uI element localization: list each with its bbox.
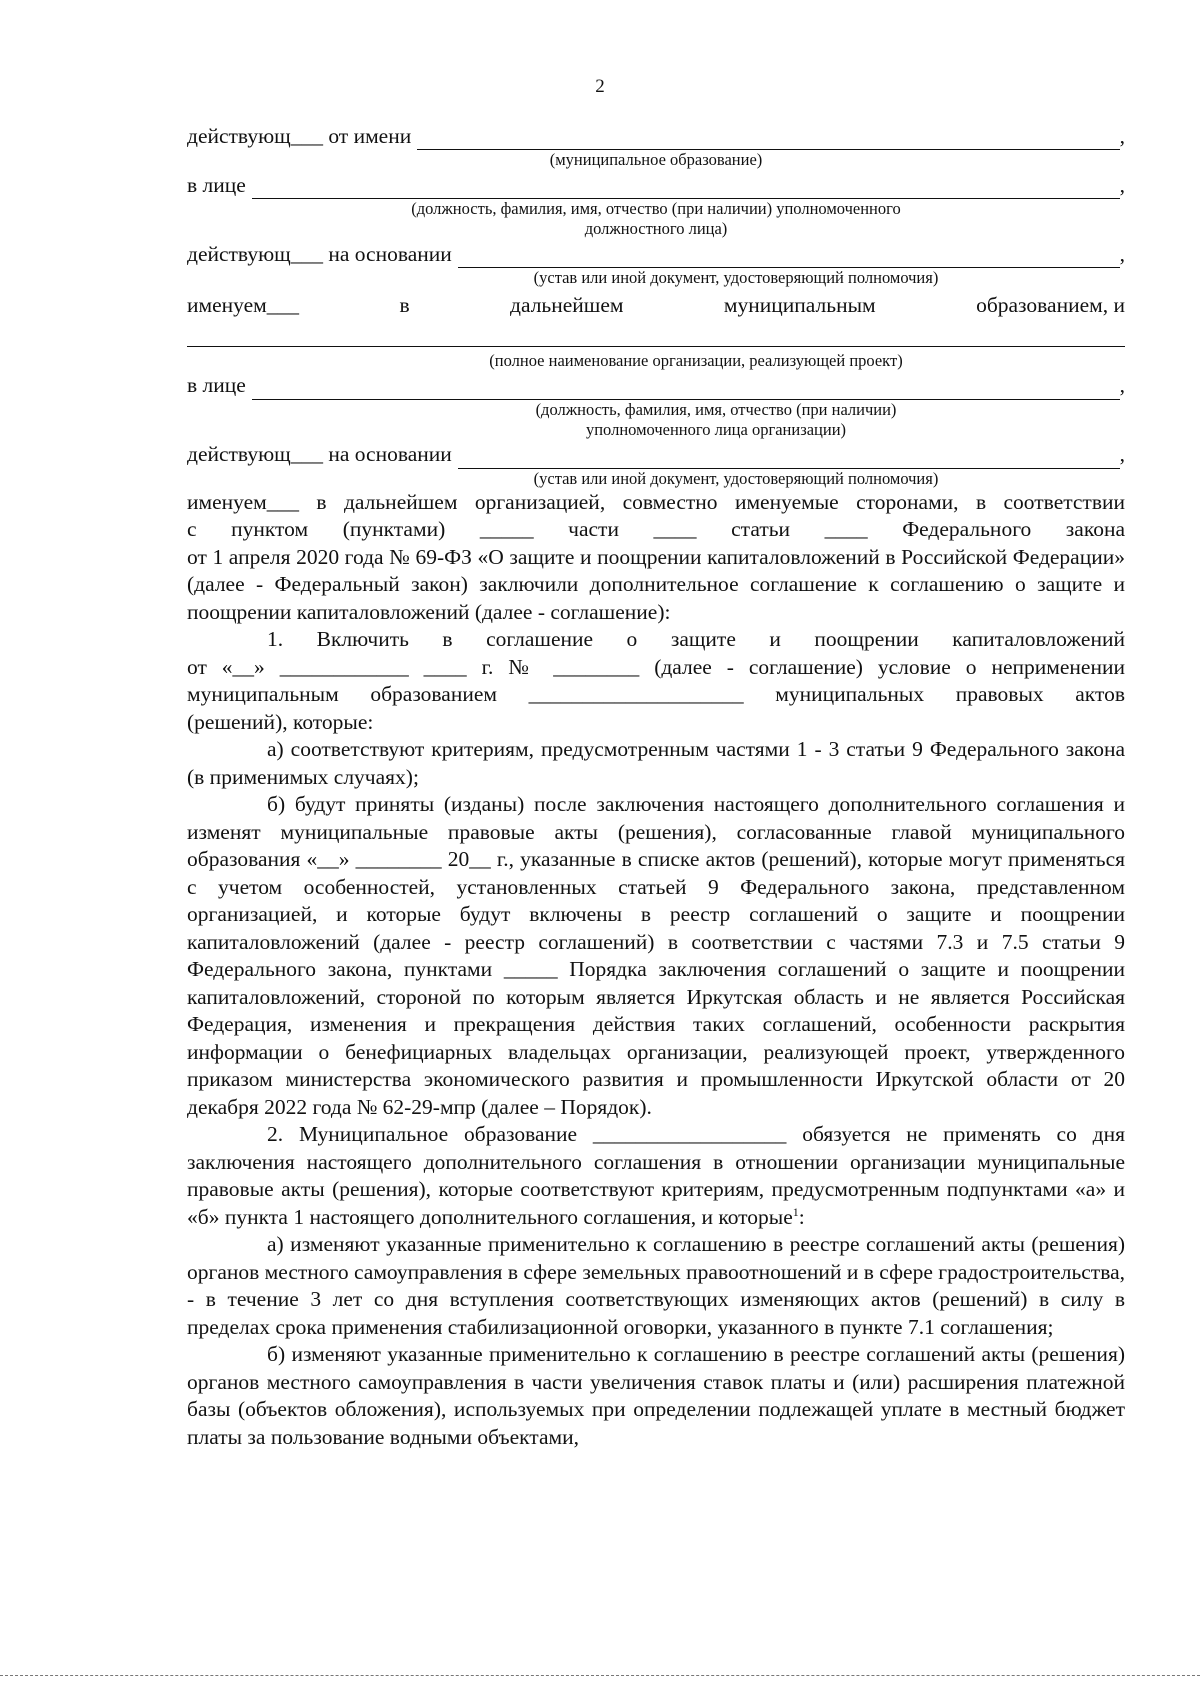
in-person-line: в лице , [187,170,1125,199]
org-official-caption-line-1: (должность, фамилия, имя, отчество (при наличии) [535,399,897,419]
clause2-paragraph [187,1121,1125,1231]
organization-caption: (полное наименование организации, реализующей проект) [489,350,903,370]
document-body [187,121,1125,1451]
named-word-3: дальнейшем [510,293,624,317]
org-in-person-label: в лице [187,373,246,397]
clause1-line-3: муниципальным образованием ____________________ муниципальных правовых актов [187,682,1125,706]
clause1-line-2: от «__» ____________ ____ г. № ________ (далее - соглашение) условие о неприменении [187,654,1125,679]
named-word-2: в [399,293,410,317]
clause1-subitem-b: б) будут приняты (изданы) после заключения настоящего дополнительного соглашения и изменят муниципальные правовые акты (решения), согласованные главой муниципального образования «__» ________ 20__ г., указанные в списке актов (решений), которые могут применяться с учетом особенностей, установленных статьей 9 Федерального закона, представленном организацией, и которые будут включены в реестр соглашений о защите и поощрении капиталовложений (далее - реестр соглашений) в соответствии с частями 7.3 и 7.5 статьи 9 Федерального закона, пунктами _____ Порядка заключения соглашений о защите и поощрении капиталовложений, стороной по которым является Иркутская область и не является Российская Федерация, изменения и прекращения действия таких соглашений, особенности раскрытия информации о бенефициарных владельцах организации, реализующей проект, утвержденного приказом министерства экономического развития и промышленности Иркутской области от 20 декабря 2022 года № 62-29-мпр (далее – Порядок). [187,792,1125,1119]
org-acting-basis-line: действующ___ на основании , [187,440,1125,469]
acting-from-label: действующ___ от имени [187,123,412,148]
clause1-subitem-a: а) соответствуют критериям, предусмотренным частями 1 - 3 статьи 9 Федерального закона (в применимых случаях); [187,737,1125,789]
acting-basis-label: действующ___ на основании [187,241,452,266]
org-official-caption [187,400,1125,440]
organization-blank [187,320,1125,347]
official-blank [252,178,1120,199]
official-caption-line-1: (должность, фамилия, имя, отчество (при наличии) уполномоченного [411,199,901,218]
official-caption-line-2: должностного лица) [584,219,728,238]
acting-basis-line: действующ___ на основании , [187,239,1125,268]
named-word-4: муниципальным [723,293,876,317]
official-caption [187,199,1125,239]
org-charter-caption: (устав или иной документ, удостоверяющий полномочия) [533,468,939,488]
named-word-1: именуем___ [187,293,300,317]
clause2-colon: : [798,1204,805,1229]
clause2-subitem-a: а) изменяют указанные применительно к соглашению в реестре соглашений акты (решения) органов местного самоуправления в сфере земельных правоотношений и в сфере градостроительства, - в течение 3 лет со дня вступления соответствующих изменяющих актов (решений) в силу в пределах срока применения стабилизационной оговорки, указанного в пункте 7.1 соглашения; [187,1232,1125,1339]
clause2-text: 2. Муниципальное образование __________________ обязуется не применять со дня заключения настоящего дополнительного соглашения в отношении организации муниципальные правовые акты (решения), которые соответствуют критериям, предусмотренным подпунктами «а» и «б» пункта 1 настоящего дополнительного соглашения, и которые [187,1122,1125,1229]
intro-paragraph: от 1 апреля 2020 года № 69-ФЗ «О защите и поощрении капиталовложений в Российской Федерации» (далее - Федеральный закон) заключили дополнительное соглашение к соглашению о защите и поощрении капиталовложений (далее - соглашение): [187,544,1125,624]
intro-line-1: именуем___ в дальнейшем организацией, совместно именуемые сторонами, в соответствии [187,489,1125,514]
clause1-line-4: (решений), которые: [187,709,374,734]
clause2-subitem-b: б) изменяют указанные применительно к соглашению в реестре соглашений акты (решения) органов местного самоуправления в части увеличения ставок платы и (или) расширения платежной базы (объектов обложения), используемых при определении подлежащей уплате в местный бюджет платы за пользование водными объектами, [187,1342,1125,1449]
page-bottom-rule [0,1675,1200,1676]
org-acting-basis-label: действующ___ на основании [187,442,452,466]
org-basis-blank [458,448,1120,469]
org-official-caption-line-2: уполномоченного лица организации) [585,419,847,439]
named-word-5: образованием, и [976,293,1125,317]
municipality-blank [417,129,1119,150]
acting-from-line: действующ___ от имени , [187,121,1125,150]
in-person-label: в лице [187,172,246,197]
clause1-line-1: 1. Включить в соглашение о защите и поощрении капиталовложений [267,627,1125,651]
org-official-blank [252,379,1120,400]
footnote-marker[interactable]: 1 [792,1204,799,1219]
org-in-person-line: в лице , [187,371,1125,400]
named-municipality-line [187,292,1125,320]
charter-caption: (устав или иной документ, удостоверяющий полномочия) [533,268,939,287]
intro-line-2: с пунктом (пунктами) _____ части ____ статьи ____ Федерального закона [187,517,1125,541]
basis-blank [458,247,1120,268]
municipality-caption: (муниципальное образование) [549,150,763,169]
page-number: 2 [595,76,605,97]
